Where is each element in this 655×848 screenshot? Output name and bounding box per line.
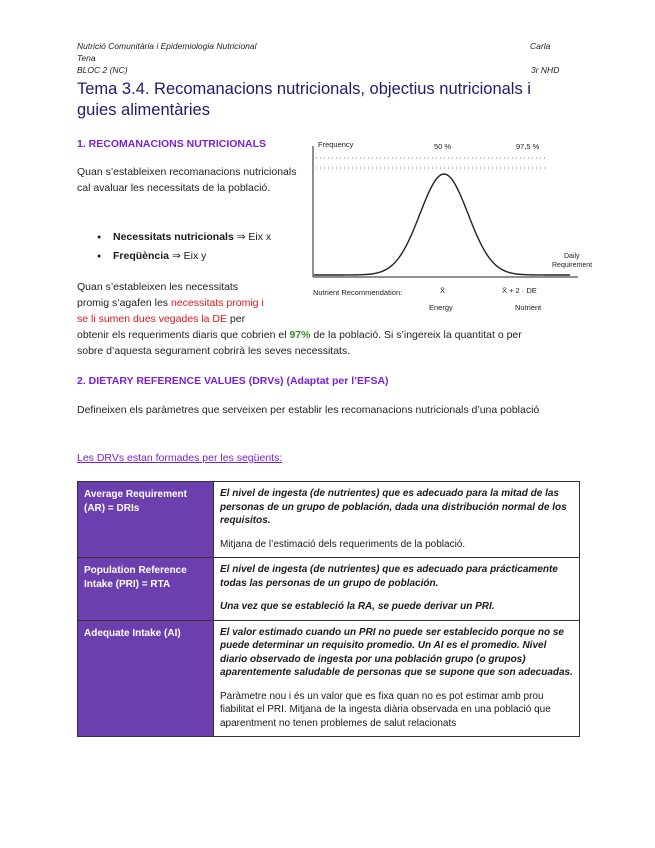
para-text: de la població. Si s’ingereix la quantitat o per: [310, 329, 522, 341]
drv-link[interactable]: Les DRVs estan formades per les següents:: [77, 452, 283, 464]
row-value: [214, 558, 580, 621]
xlabel-energy: Energy: [429, 303, 453, 312]
label-50: 50 %: [434, 142, 452, 151]
section1-intro: Quan s’estableixen recomanacions nutricionals cal avaluar les necessitats de la població.: [77, 166, 297, 194]
section2-intro: Defineixen els paràmetres que serveixen per establir les recomanacions nutricionals d’una població: [77, 404, 540, 416]
row-value: [214, 482, 580, 558]
header-name-last: Tena: [77, 53, 96, 63]
section1-para-line3: [77, 312, 245, 328]
xlabel-mean-2sd: X̄ + 2 · DE: [502, 286, 537, 295]
row-note: Mitjana de l’estimació dels requeriments de la població.: [220, 538, 466, 550]
section1-heading: 1. RECOMANACIONS NUTRICIONALS: [77, 138, 267, 150]
section1-bullets: [77, 228, 317, 266]
row-definition: El nivel de ingesta (de nutrientes) que es adecuado para la mitad de las personas de un grupo de población, dada una distribución normal de los requisitos.: [220, 488, 567, 526]
para-text: promig s’agafen les: [77, 297, 171, 309]
para-highlight: se li sumen dues vegades la DE: [77, 313, 227, 325]
bullet-bold: Freqüència: [113, 250, 170, 262]
row-definition: El valor estimado cuando un PRI no puede ser establecido porque no se puede determinar un requisito promedio. Un AI es el promedio. Nivel diario observado de ingesta por una población grupo (o grupos) aparentemente saludable de personas que se supone que son adecuadas.: [220, 626, 573, 678]
header-bloc: BLOC 2 (NC): [77, 65, 128, 75]
normal-curve: [314, 174, 570, 275]
frequency-distribution-figure: [308, 136, 593, 316]
bullet-rest: ⇒ Eix x: [233, 231, 272, 243]
xlabel-nutrient: Nutrient: [515, 303, 542, 312]
xlabel-requirement: Requirement: [552, 262, 593, 269]
header-name-first: Carla: [530, 41, 551, 51]
section1-para-line1: Quan s’estableixen les necessitats: [77, 281, 239, 293]
section1-para-line2: [77, 296, 264, 312]
row-label: Population Reference Intake (PRI) = RTA: [78, 558, 214, 621]
section2-heading: 2. DIETARY REFERENCE VALUES (DRVs) (Adaptat per l’EFSA): [77, 375, 389, 387]
drv-table: [77, 481, 580, 737]
xlabel-daily: Daily: [564, 253, 580, 260]
row-note: Paràmetre nou i és un valor que es fixa quan no es pot estimar amb prou fiabilitat el PRI. Mitjana de la ingesta diària observada en una població que aparentment no tenen problemes de salut relacionats: [220, 690, 551, 729]
label-975: 97,5 %: [516, 142, 540, 151]
para-highlight: necessitats promig i: [170, 297, 264, 309]
xlabel-recommendation: Nutrient Recommendation:: [313, 288, 403, 297]
page-title: Tema 3.4. Recomanacions nutricionals, objectius nutricionals i guies alimentàries: [77, 80, 531, 119]
bullet-item: [77, 228, 317, 247]
row-label: Average Requirement (AR) = DRIs: [78, 482, 214, 558]
row-label: Adequate Intake (AI): [78, 620, 214, 737]
table-row: [78, 620, 580, 737]
bullet-rest: ⇒ Eix y: [169, 250, 207, 262]
bullet-bold: Necessitats nutricionals: [113, 231, 234, 243]
figure-ylabel: Frequency: [318, 140, 354, 149]
bullet-item: [77, 247, 317, 266]
section1-para-line5: sobre d’aquesta segurament cobrirà les seves necessitats.: [77, 345, 351, 357]
para-text: per: [227, 313, 246, 325]
row-definition-2: Una vez que se estableció la RA, se puede derivar un PRI.: [220, 601, 495, 612]
header-course: 3r NHD: [531, 65, 560, 75]
row-value: [214, 620, 580, 737]
header-subject: Nutrició Comunitària i Epidemiologia Nutricional: [77, 41, 257, 51]
table-row: [78, 558, 580, 621]
para-text: obtenir els requeriments diaris que cobrien el: [77, 329, 290, 341]
table-row: [78, 482, 580, 558]
row-definition: El nivel de ingesta (de nutrientes) que es adecuado para prácticamente todas las personas de un grupo de población.: [220, 564, 558, 589]
section1-para-line4: [77, 328, 522, 344]
xlabel-mean: X̄: [440, 286, 446, 295]
para-percent: 97%: [289, 329, 311, 341]
